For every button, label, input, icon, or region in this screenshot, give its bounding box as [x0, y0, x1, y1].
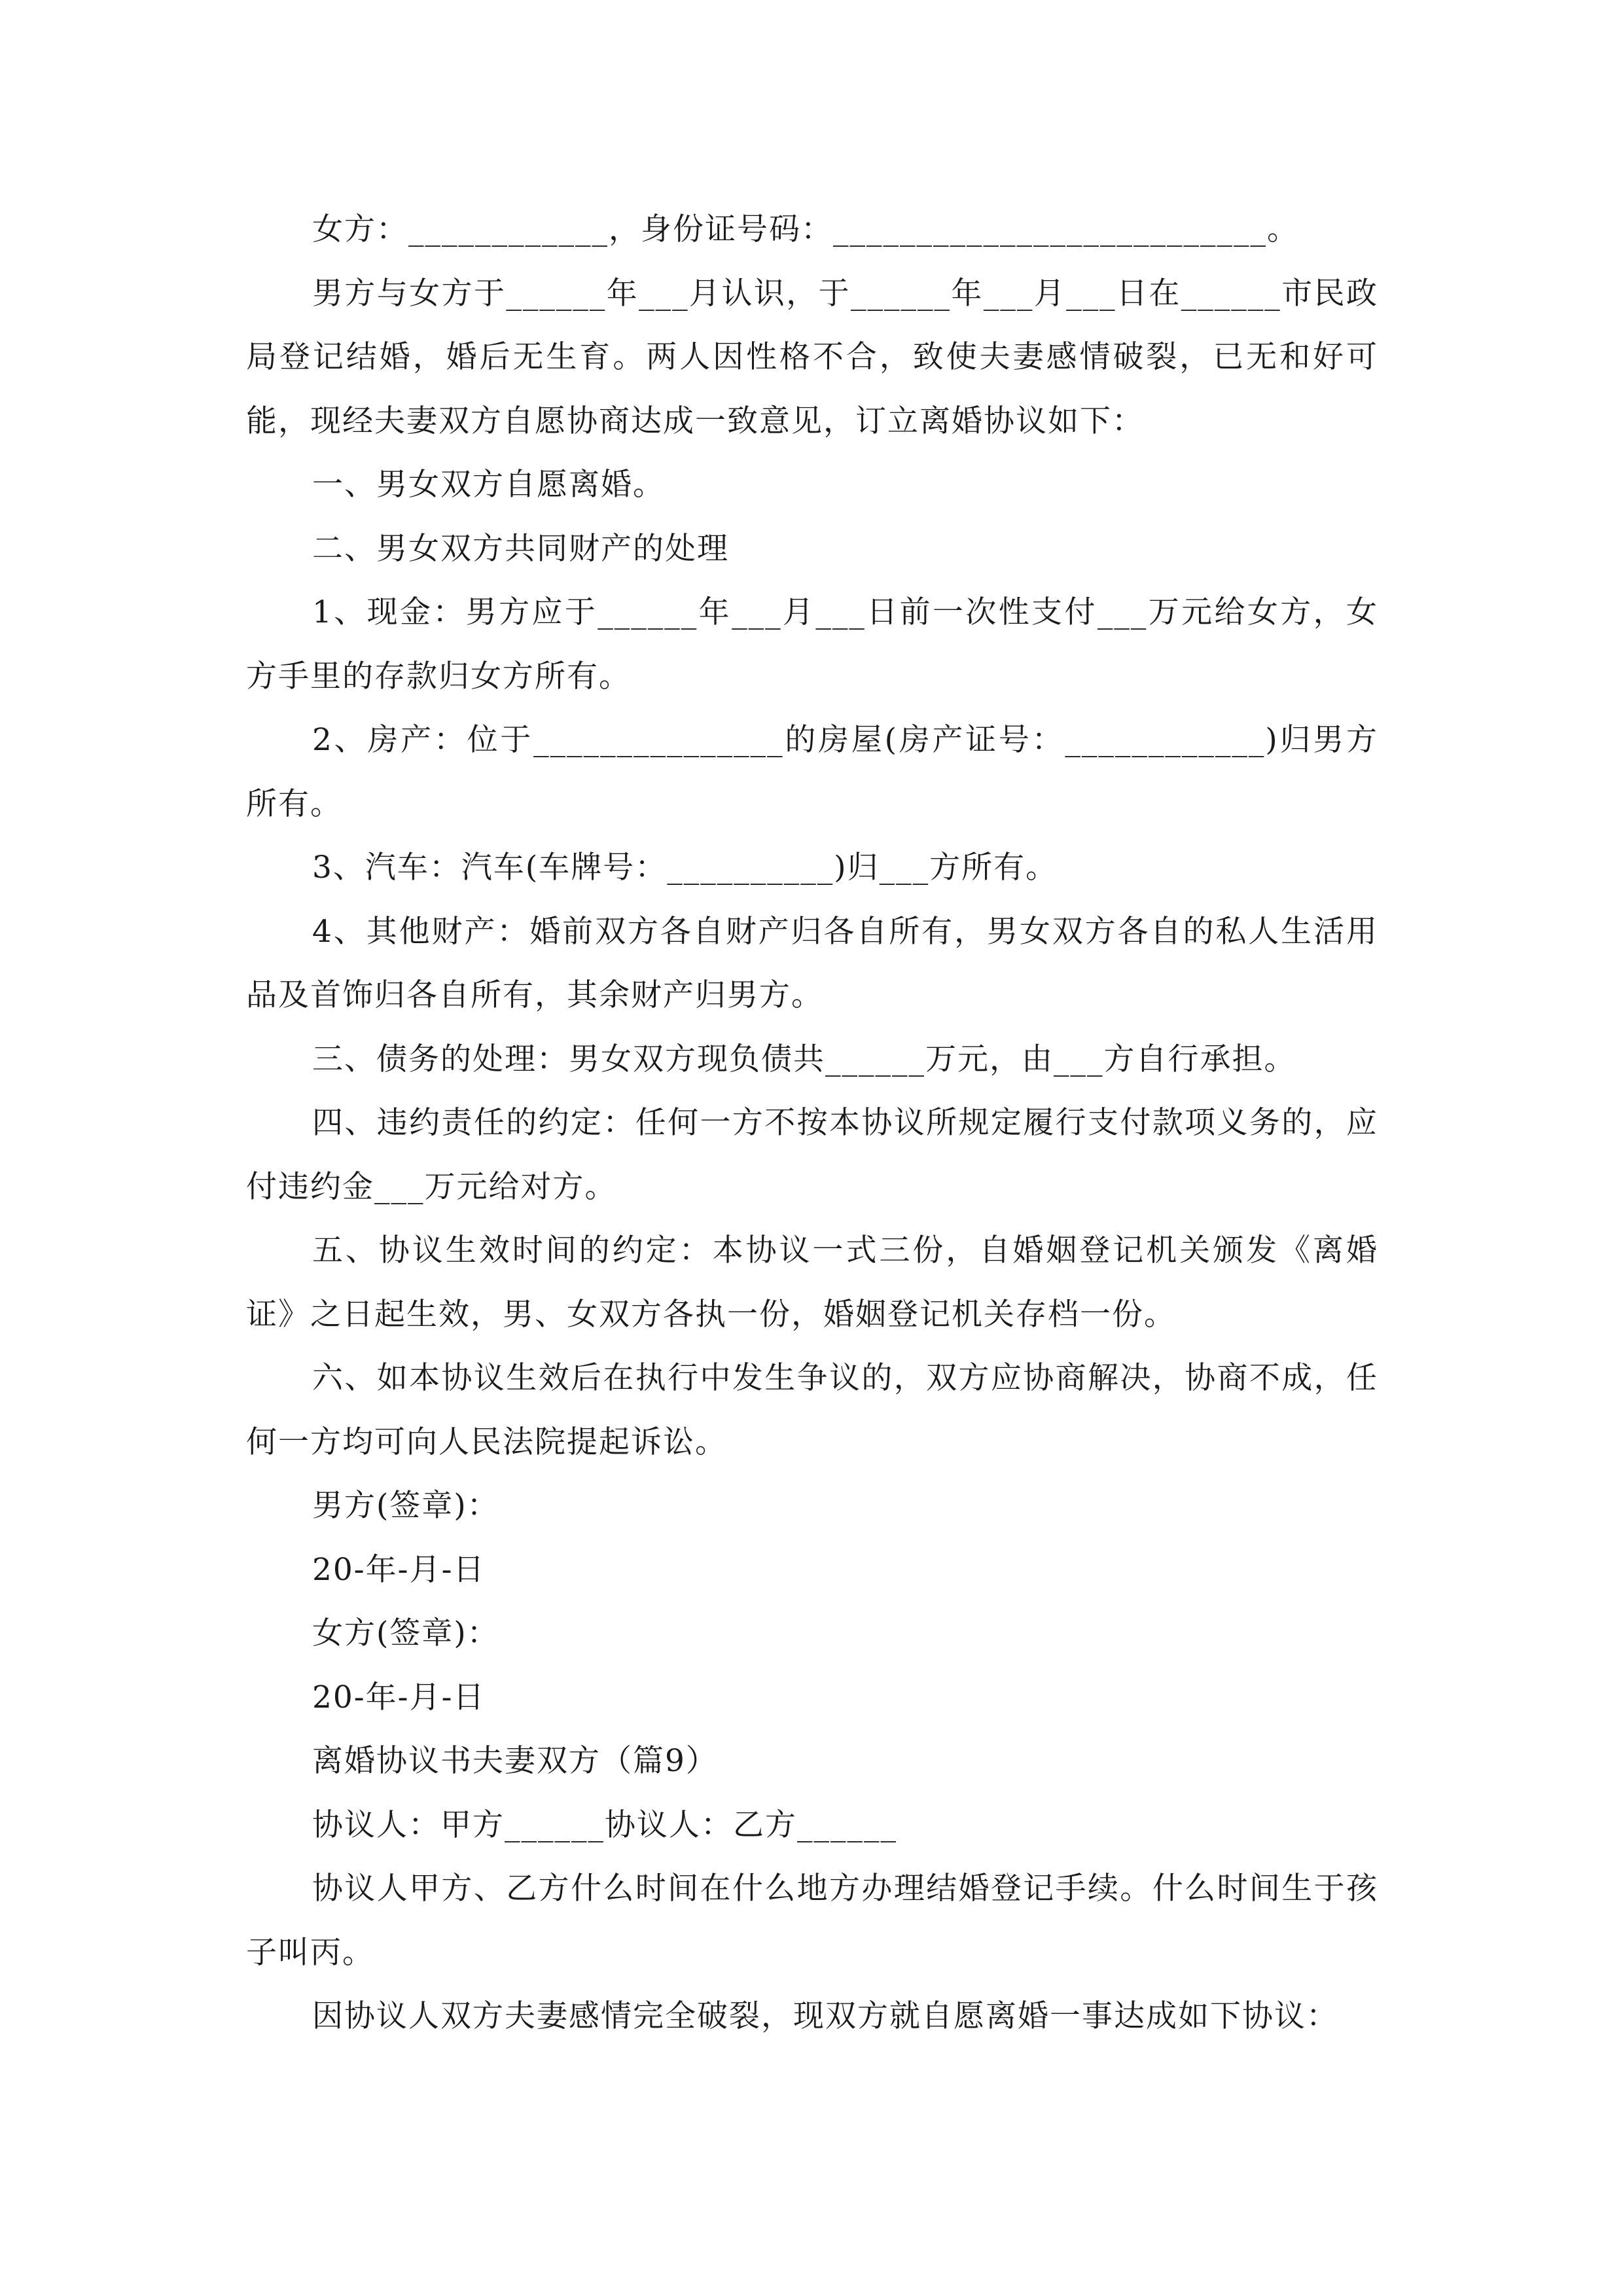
paragraph-clause-6-dispute: 六、如本协议生效后在执行中发生争议的，双方应协商解决，协商不成，任何一方均可向人民法院提起诉讼。: [246, 1360, 1378, 1460]
paragraph-property-car: 3、汽车：汽车(车牌号：__________)归___方所有。: [312, 850, 1058, 886]
paragraph-clause-4-breach: 四、违约责任的约定：任何一方不按本协议所规定履行支付款项义务的，应付违约金___万元给对方。: [246, 1105, 1378, 1205]
paragraph-clause-3-debt: 三、债务的处理：男女双方现负债共______万元，由___方自行承担。: [312, 1041, 1296, 1077]
paragraph-property-cash: 1、现金：男方应于______年___月___日前一次性支付___万元给女方，女方手里的存款归女方所有。: [246, 594, 1378, 694]
paragraph-property-house: 2、房产：位于_______________的房屋(房产证号：____________)归男方所有。: [246, 722, 1378, 822]
paragraph-clause-1-divorce: 一、男女双方自愿离婚。: [312, 467, 665, 503]
paragraph-marriage-background: 男方与女方于______年___月认识，于______年___月___日在______市民政局登记结婚，婚后无生育。两人因性格不合，致使夫妻感情破裂，已无和好可能，现经夫妻双方自愿协商达成一致意见，订立离婚协议如下：: [246, 275, 1378, 439]
paragraph-female-party-id: 女方：____________，身份证号码：__________________________。: [312, 211, 1299, 247]
signature-date-female: 20-年-月-日: [312, 1679, 486, 1715]
signature-male-party: 男方(签章)：: [312, 1488, 499, 1524]
paragraph-clause-2-property-heading: 二、男女双方共同财产的处理: [312, 530, 729, 567]
document-body: [246, 198, 1378, 2049]
paragraph-property-other: 4、其他财产：婚前双方各自财产归各自所有，男女双方各自的私人生活用品及首饰归各自所有，其余财产归男方。: [246, 913, 1378, 1013]
section-title-part-9: 离婚协议书夫妻双方（篇9）: [312, 1743, 718, 1779]
paragraph-agreement-intro: 因协议人双方夫妻感情完全破裂，现双方就自愿离婚一事达成如下协议：: [312, 1998, 1338, 2034]
paragraph-parties: 协议人：甲方______协议人：乙方______: [312, 1806, 897, 1843]
signature-date-male: 20-年-月-日: [312, 1551, 486, 1588]
paragraph-clause-5-effective: 五、协议生效时间的约定：本协议一式三份，自婚姻登记机关颁发《离婚证》之日起生效，男、女双方各执一份，婚姻登记机关存档一份。: [246, 1232, 1378, 1333]
signature-female-party: 女方(签章)：: [312, 1615, 499, 1651]
paragraph-marriage-registration: 协议人甲方、乙方什么时间在什么地方办理结婚登记手续。什么时间生于孩子叫丙。: [246, 1871, 1378, 1971]
